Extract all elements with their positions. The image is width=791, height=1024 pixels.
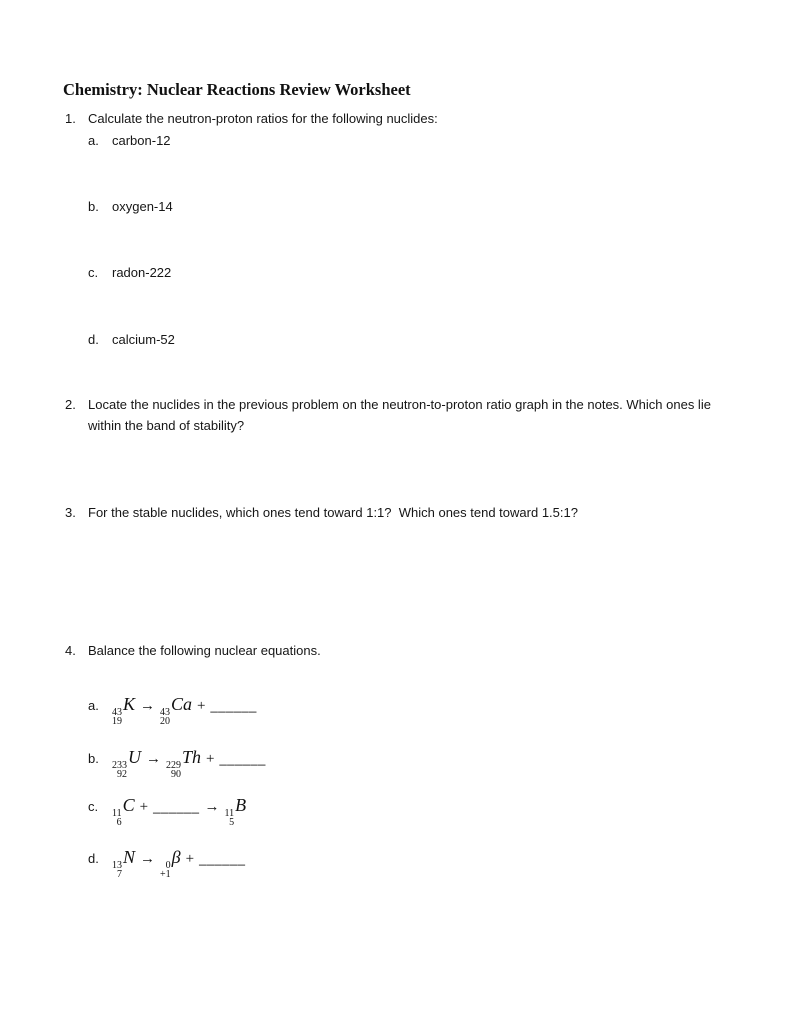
- arrow-operator: →: [146, 751, 161, 767]
- answer-blank: ______: [219, 751, 266, 766]
- element-symbol: C: [122, 795, 135, 815]
- mass-number: 229: [166, 760, 181, 771]
- nuclide-Th: [166, 747, 202, 780]
- nuclide-U: [112, 747, 141, 780]
- answer-blank: ______: [153, 799, 200, 814]
- atomic-number: 20: [160, 716, 171, 727]
- atomic-number: 5: [229, 817, 235, 828]
- plus-operator: +: [139, 799, 149, 815]
- mass-number: 233: [112, 760, 127, 771]
- question-text: Locate the nuclides in the previous problem on the neutron-to-proton ratio graph in the notes. Which ones lie within the band of stability?: [88, 397, 715, 433]
- question-1-item-b: [88, 196, 173, 217]
- atomic-number: 92: [117, 769, 127, 780]
- arrow-operator: →: [140, 698, 156, 714]
- mass-number: 0: [165, 860, 171, 871]
- equation-letter: b.: [88, 751, 99, 766]
- question-number: 3.: [65, 505, 76, 520]
- question-text: For the stable nuclides, which ones tend toward 1:1? Which ones tend toward 1.5:1?: [88, 505, 578, 520]
- mass-number: 11: [112, 808, 122, 819]
- question-1: [65, 108, 736, 129]
- plus-operator: +: [206, 751, 215, 767]
- page-title: Chemistry: Nuclear Reactions Review Worksheet: [63, 80, 411, 99]
- question-4: [65, 640, 736, 661]
- element-symbol: β: [171, 847, 181, 867]
- answer-blank: ______: [199, 851, 246, 866]
- element-symbol: Th: [182, 747, 202, 767]
- subitem-letter: a.: [88, 133, 99, 148]
- mass-number: 43: [160, 707, 171, 718]
- equation-letter: d.: [88, 851, 99, 866]
- atomic-number: 7: [117, 869, 122, 880]
- atomic-number: 19: [112, 716, 122, 727]
- equation-row-c: [88, 793, 246, 827]
- nuclide-numbers: [225, 809, 235, 827]
- subitem-label: carbon-12: [112, 133, 171, 148]
- equation-letter: a.: [88, 698, 99, 713]
- question-text: Calculate the neutron-proton ratios for the following nuclides:: [88, 111, 438, 126]
- element-symbol: B: [235, 795, 247, 815]
- mass-number: 11: [224, 808, 235, 819]
- nuclide-Ca: [160, 694, 193, 727]
- arrow-operator: →: [140, 851, 156, 867]
- question-1-item-d: [88, 329, 175, 350]
- nuclide-numbers: [166, 761, 181, 779]
- plus-operator: +: [197, 698, 206, 714]
- nuclide-numbers: [112, 861, 122, 879]
- nuclide-numbers: [160, 708, 170, 726]
- question-number: 1.: [65, 111, 76, 126]
- question-text: Balance the following nuclear equations.: [88, 643, 321, 658]
- question-1-item-a: [88, 130, 171, 151]
- equation-letter: c.: [88, 799, 99, 814]
- equation-formula: [112, 745, 266, 779]
- question-number: 4.: [65, 643, 76, 658]
- nuclide-B: [224, 795, 247, 828]
- answer-blank: ______: [210, 698, 257, 713]
- nuclide-numbers: [112, 708, 122, 726]
- equation-formula: [112, 793, 246, 827]
- nuclide-numbers: [160, 861, 171, 879]
- question-3: [65, 502, 736, 523]
- nuclide-N: [112, 847, 136, 880]
- question-number: 2.: [65, 397, 76, 412]
- atomic-number: +1: [160, 869, 171, 880]
- equation-formula: [112, 692, 257, 726]
- mass-number: 43: [112, 707, 122, 718]
- subitem-label: calcium-52: [112, 332, 175, 347]
- question-2: [65, 394, 736, 436]
- equation-row-b: [88, 745, 266, 779]
- atomic-number: 6: [116, 817, 122, 828]
- equation-formula: [112, 845, 245, 879]
- nuclide-numbers: [112, 761, 127, 779]
- atomic-number: 90: [171, 769, 181, 780]
- element-symbol: Ca: [171, 694, 193, 714]
- subitem-label: radon-222: [112, 265, 172, 280]
- nuclide-β: [160, 847, 181, 880]
- subitem-letter: d.: [88, 332, 99, 347]
- element-symbol: N: [123, 847, 136, 867]
- subitem-letter: c.: [88, 265, 99, 280]
- element-symbol: K: [123, 694, 136, 714]
- nuclide-numbers: [112, 809, 122, 827]
- element-symbol: U: [128, 747, 141, 767]
- nuclide-C: [112, 795, 135, 828]
- question-1-item-c: [88, 262, 171, 283]
- arrow-operator: →: [204, 799, 220, 815]
- equation-row-a: [88, 692, 257, 726]
- mass-number: 13: [112, 860, 122, 871]
- nuclide-K: [112, 694, 136, 727]
- subitem-label: oxygen-14: [112, 199, 173, 214]
- plus-operator: +: [185, 851, 195, 867]
- subitem-letter: b.: [88, 199, 99, 214]
- equation-row-d: [88, 845, 245, 879]
